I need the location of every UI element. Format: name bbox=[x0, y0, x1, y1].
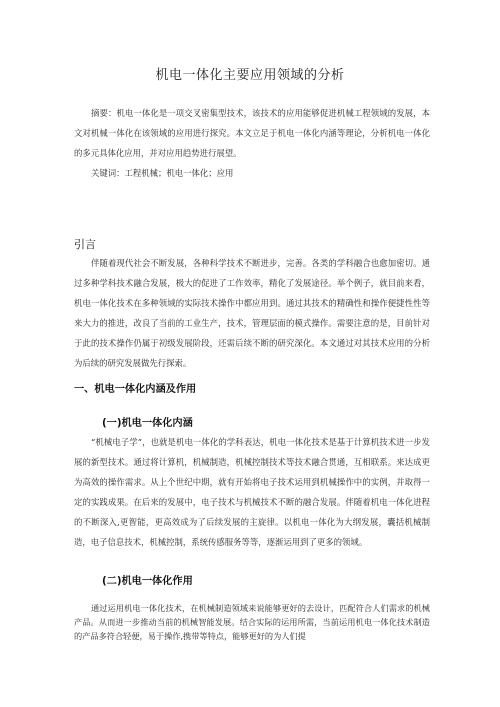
abstract-paragraph: 摘要：机电一体化是一项交叉密集型技术，该技术的应用能够促进机械工程领域的发展，本文对机械一体化在该领域的应用进行探究。本文立足于机电一体化内涵等理论，分析机电一体化的多元具体化应用，并对应用趋势进行展望。 bbox=[74, 108, 430, 159]
subsection-heading-2: (二)机电一体化作用 bbox=[102, 576, 193, 587]
intro-heading: 引言 bbox=[74, 238, 96, 251]
subsection-heading-1: (一)机电一体化内涵 bbox=[102, 418, 193, 429]
section-heading-1: 一、机电一体化内涵及作用 bbox=[74, 384, 197, 395]
keywords-line: 关键词：工程机械；机电一体化；应用 bbox=[91, 168, 234, 178]
subsection-1-paragraph: “机械电子学”，也就是机电一体化的学科表达，机电一体化技术是基于计算机技术进一步发展的新型技术。通过将计算机，机械制造，机械控制技术等技术融合贯通，互相联系。来达成更为高效的操作需求。从上个世纪中期，就有开始将电子技术运用到机械操作中的实例，并取得一定的实践成果。在后来的发展中，电子技术与机械技术不断的融合发展。伴随着机电一体化进程的不断深入,更智能，更高效成为了后续发展的主旋律。以机电一体化为大纲发展，囊括机械制造，电子信息技术，机械控制，系统传感服务等等，逐渐运用到了更多的领域。 bbox=[74, 437, 430, 548]
subsection-2-paragraph: 通过运用机电一体化技术，在机械制造领域来说能够更好的去设计，匹配符合人们需求的机械产品。从而进一步推动当前的机械智能发展。结合实际的运用所需，当前运用机电一体化技术制造的产品多符合轻便，易于操作,携带等特点，能够更好的为人们提 bbox=[74, 603, 430, 641]
document-title: 机电一体化主要应用领域的分析 bbox=[155, 68, 345, 83]
intro-paragraph: 伴随着现代社会不断发展，各种科学技术不断进步，完善。各类的学科融合也愈加密切。通过多种学科技术融合发展，极大的促进了工作效率，精化了发展途径。举个例子，就目前来看，机电一体化技术在多种领域的实际技术操作中都应用到。通过其技术的精确性和操作便捷性性等来大力的推进，改良了当前的工业生产，技术，管理层面的模式操作。需要注意的是，目前针对于此的技术操作仍属于初级发展阶段，还需后续不断的研究深化。本文通过对其技术应用的分析为后续的研究发展做先行探索。 bbox=[74, 258, 430, 369]
